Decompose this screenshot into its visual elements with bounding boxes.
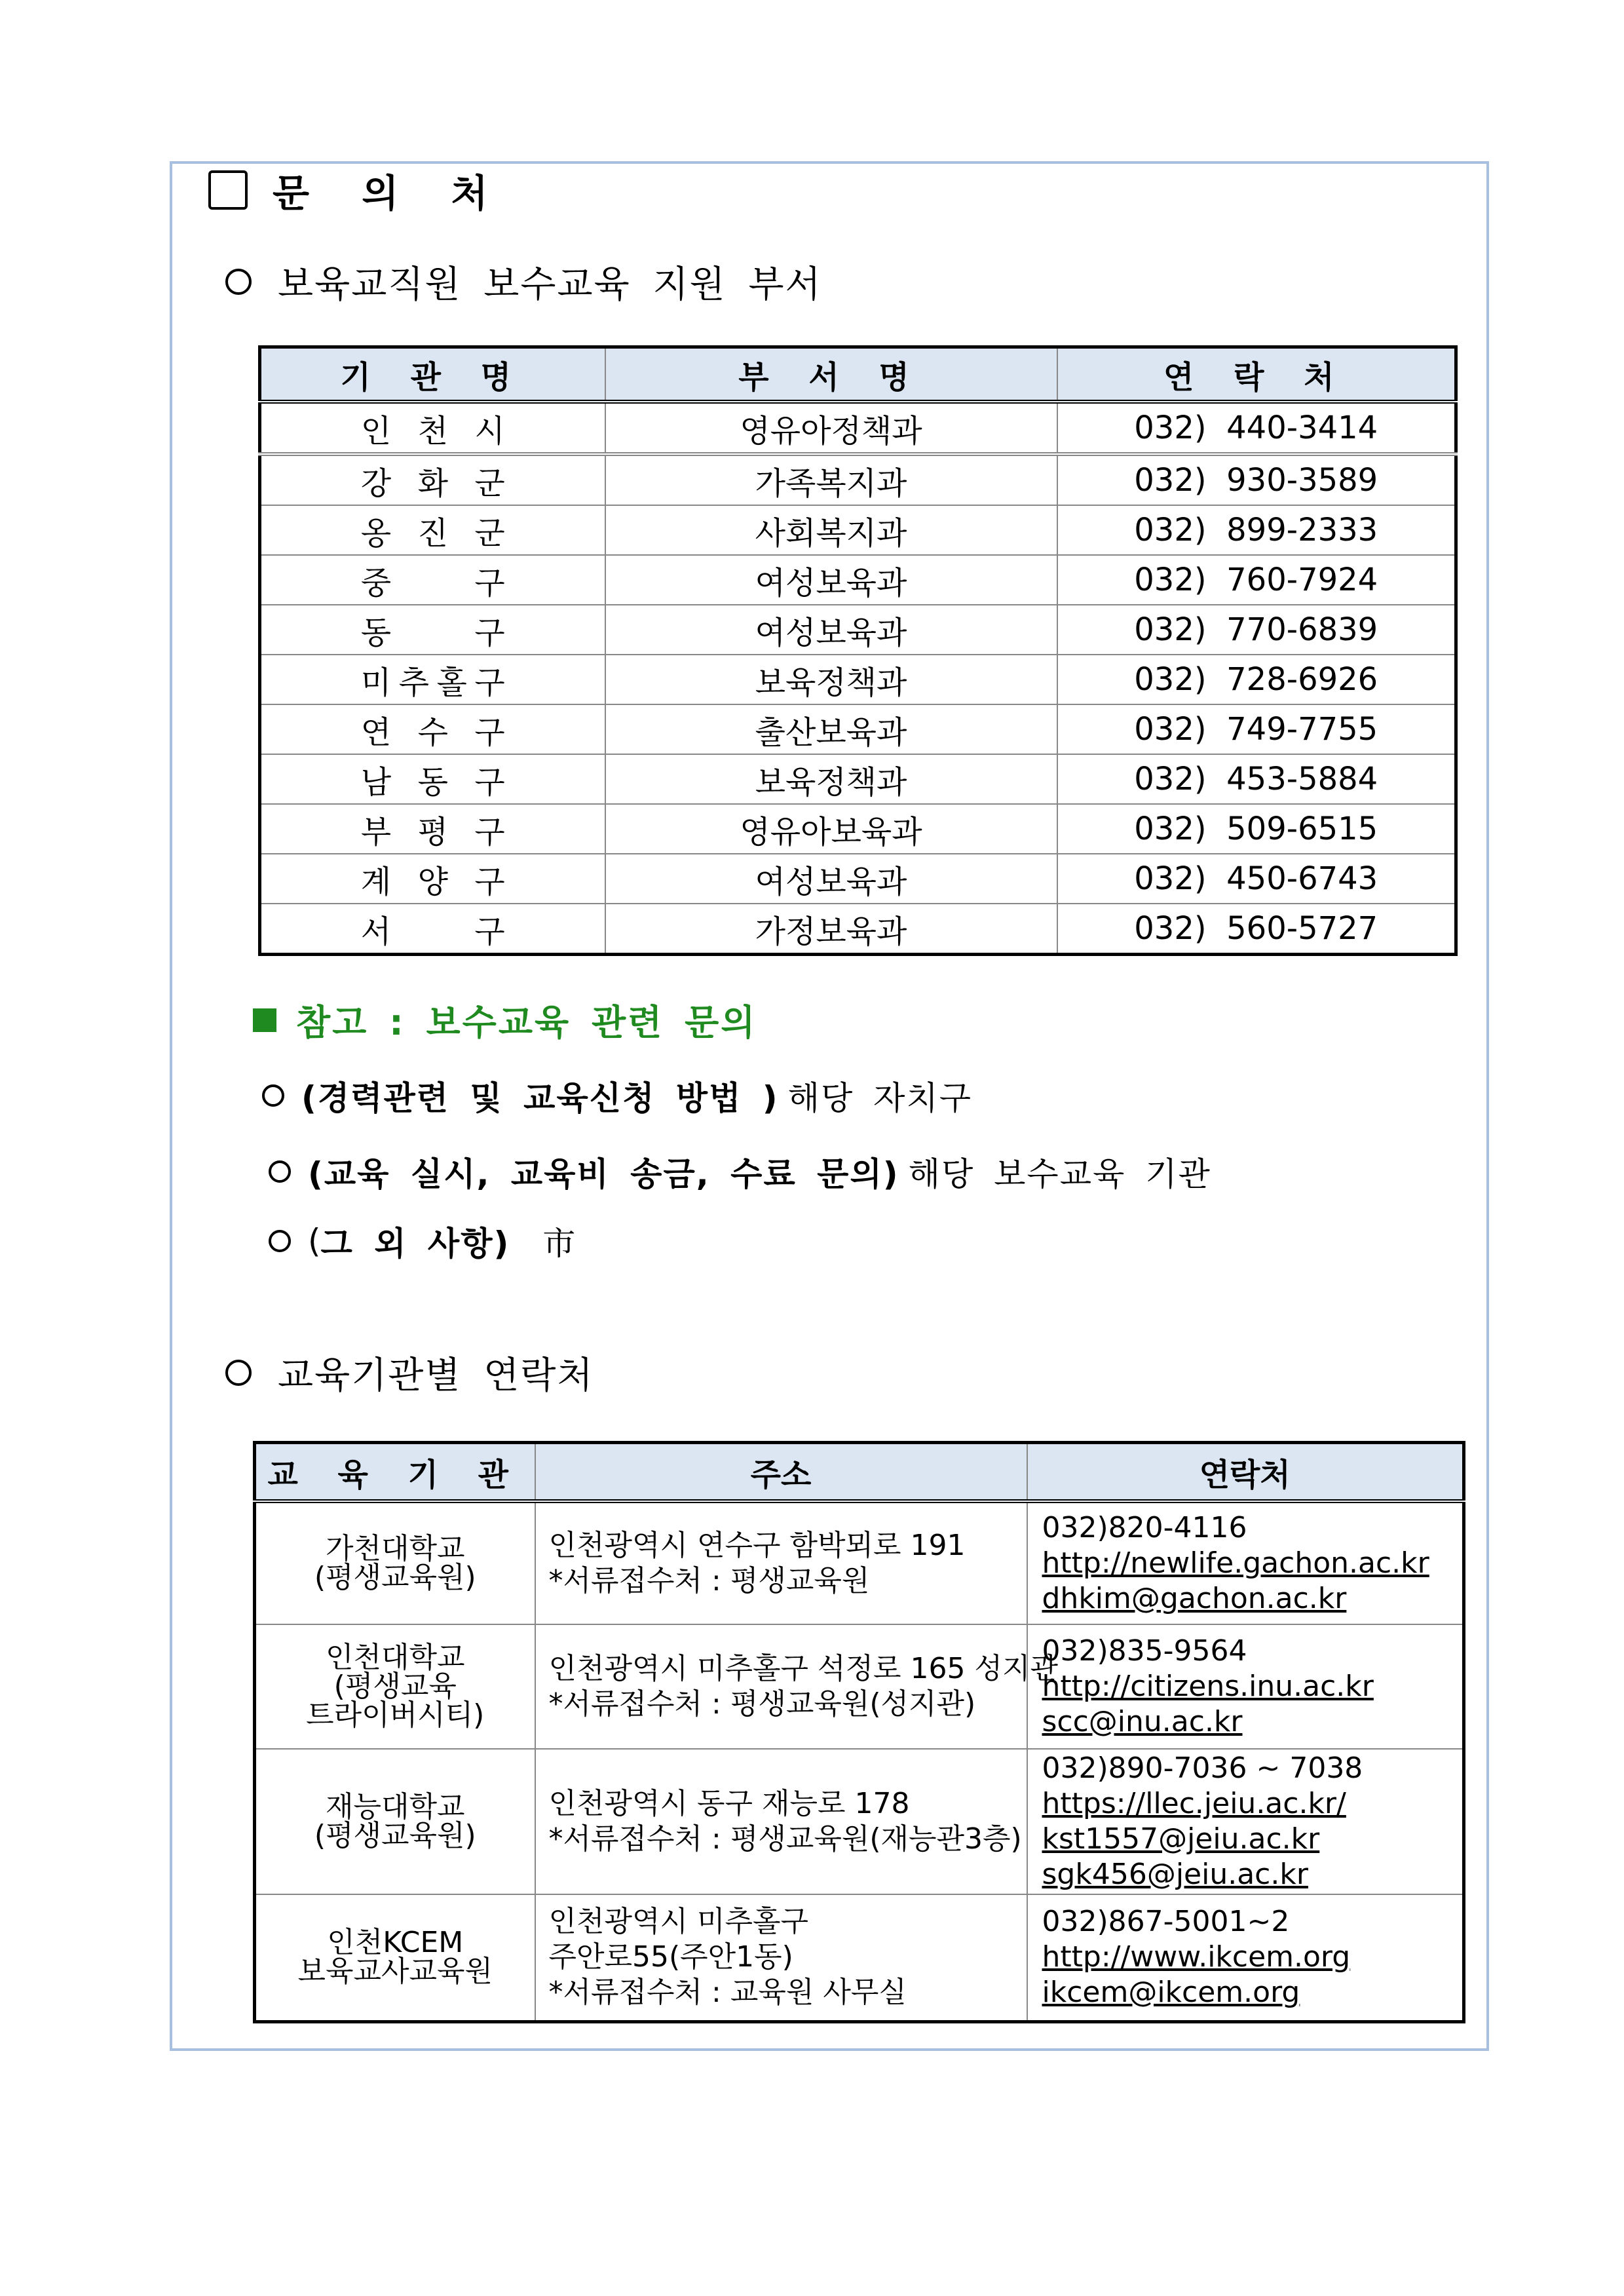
institution-cell — [255, 1501, 535, 1624]
org-name-char: 평 — [417, 813, 448, 851]
address-line: *서류접수처 : 평생교육원(재능관3층) — [548, 1822, 1022, 1856]
header-phone: 연 락 처 — [1057, 347, 1456, 402]
circle-bullet-icon — [269, 1160, 291, 1183]
support-dept-table — [258, 345, 1458, 956]
phone-cell: 032) 760-7924 — [1057, 555, 1456, 605]
address-line: 인천광역시 동구 재능로 178 — [548, 1787, 910, 1820]
address-line: 주안로55(주안1동) — [548, 1940, 793, 1974]
org-name-char: 중 — [360, 564, 392, 602]
note-item — [269, 1220, 576, 1262]
org-name-char: 미 — [360, 664, 392, 701]
note-item-open: ( — [308, 1222, 321, 1260]
address-line: *서류접수처 : 평생교육원 — [548, 1564, 870, 1598]
org-cell — [260, 854, 605, 904]
org-cell — [260, 555, 605, 605]
org-cell — [260, 804, 605, 854]
table-row — [260, 454, 1456, 505]
phone-cell: 032) 453-5884 — [1057, 754, 1456, 804]
section2-title: 교육기관별 연락처 — [278, 1354, 594, 1397]
org-name — [361, 508, 505, 553]
org-name-char: 군 — [474, 465, 505, 502]
header-contact: 연락처 — [1027, 1443, 1464, 1502]
org-name-char: 부 — [360, 813, 392, 851]
green-square-icon — [253, 1008, 276, 1032]
org-name — [361, 458, 505, 503]
phone-cell: 032) 899-2333 — [1057, 505, 1456, 555]
org-name-char: 동 — [360, 614, 392, 651]
website-link[interactable]: http://www.ikcem.org — [1042, 1940, 1351, 1974]
org-name-char: 연 — [360, 714, 392, 751]
address-line: *서류접수처 : 교육원 사무실 — [548, 1976, 907, 2010]
org-name-char: 구 — [474, 863, 505, 900]
table-row — [260, 655, 1456, 704]
table-row — [260, 505, 1456, 555]
table-row — [255, 1501, 1464, 1624]
org-name-char: 구 — [474, 813, 505, 851]
phone-cell: 032) 930-3589 — [1057, 454, 1456, 505]
org-name-char: 양 — [417, 863, 448, 900]
org-name-char: 수 — [417, 714, 448, 751]
email-link[interactable]: kst1557@jeiu.ac.kr — [1042, 1822, 1320, 1856]
table-row — [260, 704, 1456, 754]
institution-name-line: (평생교육 — [333, 1670, 457, 1703]
dept-cell: 여성보육과 — [605, 555, 1057, 605]
phone-number: 032)820-4116 — [1042, 1511, 1247, 1544]
org-name-char: 계 — [360, 863, 392, 900]
address-cell — [535, 1749, 1027, 1894]
note-item-bold: (경력관련 및 교육신청 방법 ) — [301, 1079, 779, 1117]
institution-name-line: (평생교육원) — [314, 1561, 476, 1594]
address-line: 인천광역시 연수구 함박뫼로 191 — [548, 1529, 966, 1562]
org-name-char: 시 — [474, 412, 505, 450]
phone-cell: 032) 749-7755 — [1057, 704, 1456, 754]
org-name-char: 구 — [474, 763, 505, 801]
org-name-char: 화 — [417, 465, 448, 502]
org-name-char: 추 — [398, 664, 429, 701]
org-name — [361, 807, 505, 852]
phone-cell: 032) 450-6743 — [1057, 854, 1456, 904]
org-name — [361, 406, 505, 451]
institution-name-line: 트라이버시티) — [306, 1698, 485, 1732]
table-row — [260, 754, 1456, 804]
org-name-char: 동 — [417, 763, 448, 801]
org-name — [361, 607, 505, 653]
org-name-char: 강 — [360, 465, 392, 502]
address-cell — [535, 1624, 1058, 1749]
institution-cell — [255, 1624, 535, 1749]
table-row — [260, 804, 1456, 854]
website-link[interactable]: http://citizens.inu.ac.kr — [1042, 1670, 1374, 1703]
table-row — [260, 402, 1456, 454]
org-name-char: 구 — [474, 564, 505, 602]
contact-cell — [1027, 1894, 1464, 2021]
org-name — [361, 707, 505, 752]
institution-name-line: 가천대학교 — [325, 1532, 465, 1565]
dept-cell: 영유아정책과 — [605, 402, 1057, 454]
circle-bullet-icon — [225, 1360, 252, 1386]
institution-name-line: 인천대학교 — [325, 1641, 465, 1674]
phone-cell: 032) 728-6926 — [1057, 655, 1456, 704]
header-org: 기 관 명 — [260, 347, 605, 402]
note-item-bold: 그 외 사항) — [320, 1225, 510, 1263]
phone-number: 032)835-9564 — [1042, 1634, 1247, 1668]
note-item-text: 해당 자치구 — [787, 1079, 973, 1117]
table-row — [255, 1624, 1464, 1749]
email-link[interactable]: dhkim@gachon.ac.kr — [1042, 1582, 1347, 1615]
section-heading — [208, 166, 507, 214]
phone-number: 032)890-7036 ~ 7038 — [1042, 1751, 1363, 1785]
section1-title: 보육교직원 보수교육 지원 부서 — [278, 263, 822, 306]
table-row — [255, 1894, 1464, 2021]
dept-cell: 보육정책과 — [605, 754, 1057, 804]
org-cell — [260, 454, 605, 505]
dept-cell: 사회복지과 — [605, 505, 1057, 555]
institution-cell — [255, 1894, 535, 2021]
org-name — [361, 657, 505, 702]
section1-title-line — [225, 259, 822, 305]
table-row — [260, 605, 1456, 655]
institution-name-line: 재능대학교 — [325, 1790, 465, 1824]
org-cell — [260, 605, 605, 655]
note-item-text: 해당 보수교육 기관 — [908, 1155, 1211, 1193]
address-cell — [535, 1501, 1027, 1624]
institution-table — [253, 1441, 1465, 2023]
dept-cell: 여성보육과 — [605, 854, 1057, 904]
dept-cell: 영유아보육과 — [605, 804, 1057, 854]
org-name-char: 구 — [474, 714, 505, 751]
org-name-char: 홀 — [436, 664, 467, 701]
institution-name-line: 인천KCEM — [327, 1926, 464, 1960]
circle-bullet-icon — [262, 1084, 284, 1107]
table-row — [260, 854, 1456, 904]
table-header-row — [255, 1443, 1464, 1502]
heading-title: 문 의 처 — [273, 171, 508, 216]
org-cell — [260, 704, 605, 754]
contact-cell — [1027, 1624, 1464, 1749]
table-header-row — [260, 347, 1456, 402]
table-row — [260, 904, 1456, 955]
note-item — [269, 1151, 1211, 1193]
address-line: 인천광역시 미추홀구 — [548, 1905, 809, 1939]
institution-name-line: (평생교육원) — [314, 1819, 476, 1852]
header-dept: 부 서 명 — [605, 347, 1057, 402]
dept-cell: 가족복지과 — [605, 454, 1057, 505]
org-cell — [260, 655, 605, 704]
institution-cell — [255, 1749, 535, 1894]
org-name-char: 인 — [360, 412, 392, 450]
contact-cell — [1027, 1749, 1464, 1894]
website-link[interactable]: https://llec.jeiu.ac.kr/ — [1042, 1787, 1346, 1820]
email-link[interactable]: scc@inu.ac.kr — [1042, 1705, 1243, 1738]
note-title-line — [253, 995, 757, 1045]
org-name-char: 서 — [360, 913, 392, 950]
org-name-char: 구 — [474, 614, 505, 651]
phone-cell: 032) 509-6515 — [1057, 804, 1456, 854]
contact-cell — [1027, 1501, 1464, 1624]
address-line: *서류접수처 : 평생교육원(성지관) — [548, 1687, 976, 1721]
phone-cell: 032) 770-6839 — [1057, 605, 1456, 655]
note-item-text: 市 — [542, 1225, 577, 1263]
org-name-char: 옹 — [360, 514, 392, 552]
org-cell — [260, 402, 605, 454]
org-name — [361, 856, 505, 902]
org-cell — [260, 754, 605, 804]
org-name — [361, 906, 505, 951]
phone-number: 032)867-5001~2 — [1042, 1905, 1290, 1939]
org-name-char: 진 — [417, 514, 448, 552]
table-row — [255, 1749, 1464, 1894]
email-link[interactable]: ikcem@ikcem.org — [1042, 1976, 1300, 2010]
org-name-char: 천 — [417, 412, 448, 450]
org-name — [361, 757, 505, 802]
org-cell — [260, 505, 605, 555]
address-cell — [535, 1894, 1027, 2021]
header-address: 주소 — [535, 1443, 1027, 1502]
circle-bullet-icon — [269, 1230, 291, 1252]
note-item-bold: (교육 실시, 교육비 송금, 수료 문의) — [308, 1155, 899, 1193]
table-row — [260, 555, 1456, 605]
section2-title-line — [225, 1350, 594, 1396]
org-name — [361, 558, 505, 603]
org-name-char: 구 — [474, 913, 505, 950]
org-name-char: 구 — [474, 664, 505, 701]
dept-cell: 보육정책과 — [605, 655, 1057, 704]
circle-bullet-icon — [225, 269, 252, 295]
dept-cell: 출산보육과 — [605, 704, 1057, 754]
org-cell — [260, 904, 605, 955]
header-institution: 교 육 기 관 — [255, 1443, 535, 1502]
note-item — [262, 1075, 972, 1117]
address-line: 인천광역시 미추홀구 석정로 165 성지관 — [548, 1652, 1058, 1685]
email-link[interactable]: sgk456@jeiu.ac.kr — [1042, 1858, 1308, 1891]
phone-cell: 032) 560-5727 — [1057, 904, 1456, 955]
institution-name-line: 보육교사교육원 — [297, 1955, 493, 1989]
checkbox-icon — [208, 170, 248, 210]
org-name-char: 군 — [474, 514, 505, 552]
org-name-char: 남 — [360, 763, 392, 801]
phone-cell: 032) 440-3414 — [1057, 402, 1456, 454]
dept-cell: 여성보육과 — [605, 605, 1057, 655]
dept-cell: 가정보육과 — [605, 904, 1057, 955]
note-title: 참고 : 보수교육 관련 문의 — [296, 1002, 757, 1043]
website-link[interactable]: http://newlife.gachon.ac.kr — [1042, 1546, 1429, 1580]
